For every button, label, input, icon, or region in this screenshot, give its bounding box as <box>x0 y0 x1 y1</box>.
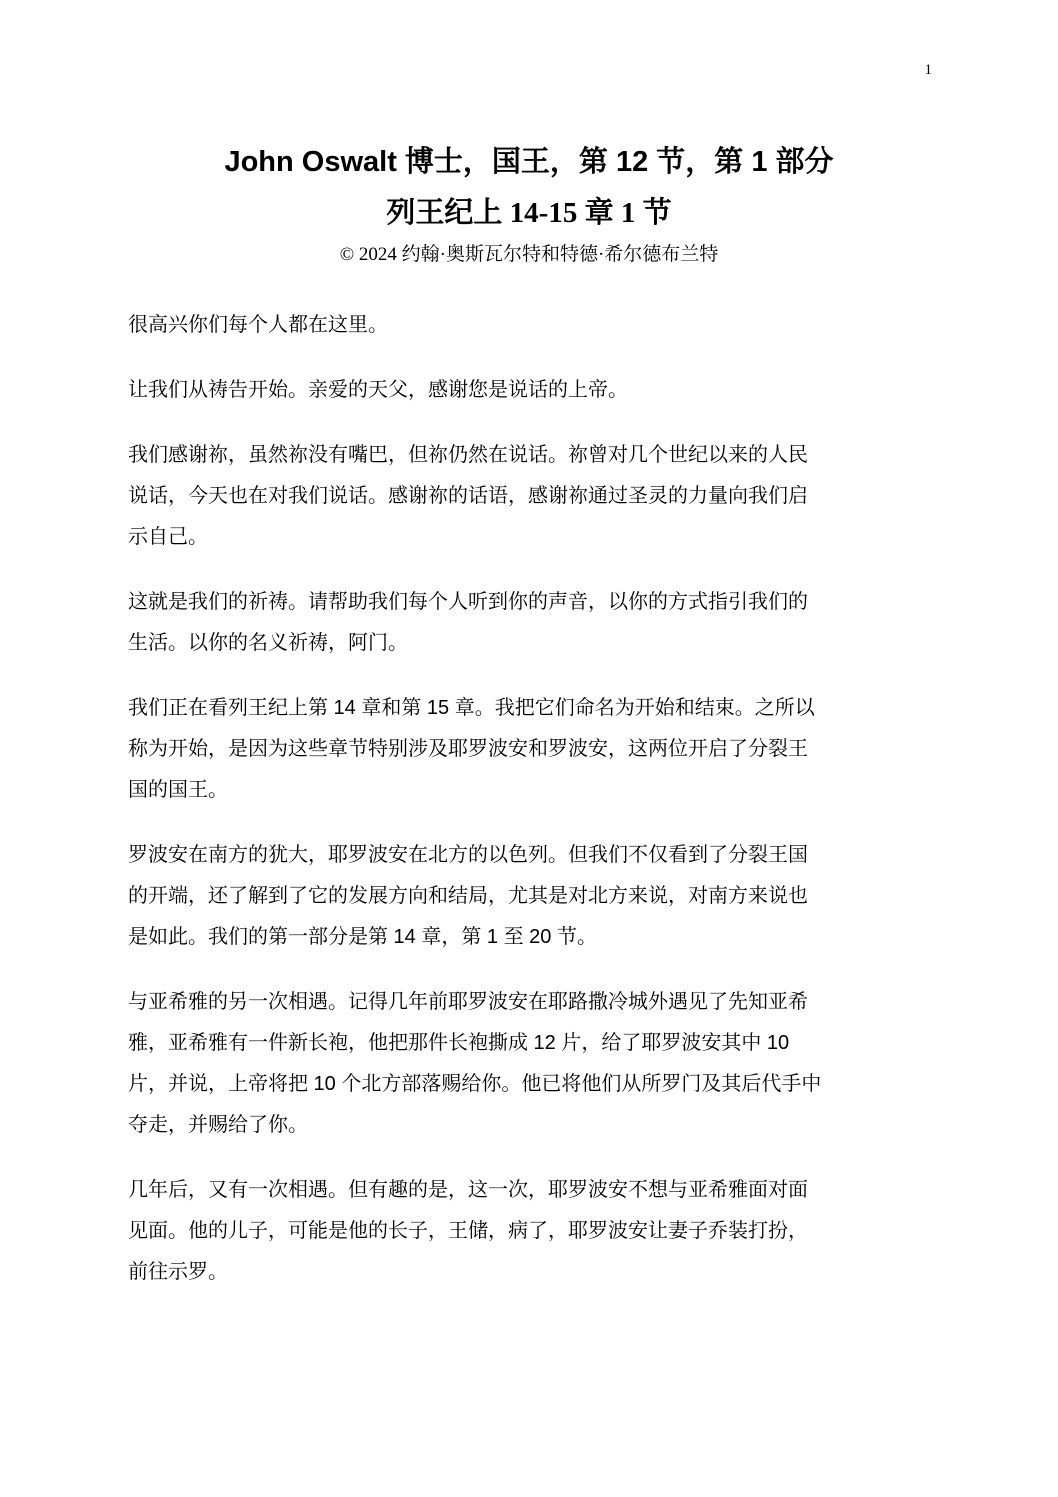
paragraph: 罗波安在南方的犹大，耶罗波安在北方的以色列。但我们不仅看到了分裂王国 的开端，还了解到了它的发展方向和结局，尤其是对北方来说，对南方来说也 是如此。我们的第一部分是第 14 章，第 1 至 20 节。 <box>128 844 808 948</box>
copyright-line: © 2024 约翰·奥斯瓦尔特和特德·希尔德布兰特 <box>339 244 719 265</box>
paragraph: 这就是我们的祈祷。请帮助我们每个人听到你的声音，以你的方式指引我们的 生活。以你的名义祈祷，阿门。 <box>128 591 808 654</box>
page-number: 1 <box>924 62 932 78</box>
paragraph: 几年后，又有一次相遇。但有趣的是，这一次，耶罗波安不想与亚希雅面对面 见面。他的儿子，可能是他的长子，王储，病了，耶罗波安让妻子乔装打扮， 前往示罗。 <box>128 1179 808 1283</box>
paragraph: 让我们从祷告开始。亲爱的天父，感谢您是说话的上帝。 <box>128 379 628 401</box>
paragraph: 与亚希雅的另一次相遇。记得几年前耶罗波安在耶路撒冷城外遇见了先知亚希 雅，亚希雅有一件新长袍，他把那件长袍撕成 12 片，给了耶罗波安其中 10 片，并说，上帝将把 10 个北方部落赐给你。他已将他们从所罗门及其后代手中 夺走，并赐给了你。 <box>128 991 822 1136</box>
paragraph: 我们正在看列王纪上第 14 章和第 15 章。我把它们命名为开始和结束。之所以 称为开始，是因为这些章节特别涉及耶罗波安和罗波安，这两位开启了分裂王 国的国王。 <box>128 697 815 801</box>
document-title: John Oswalt 博士，国王，第 12 节，第 1 部分 <box>224 146 834 178</box>
paragraph: 我们感谢祢，虽然祢没有嘴巴，但祢仍然在说话。祢曾对几个世纪以来的人民 说话，今天也在对我们说话。感谢祢的话语，感谢祢通过圣灵的力量向我们启 示自己。 <box>128 444 808 548</box>
document-subtitle: 列王纪上 14-15 章 1 节 <box>386 197 672 229</box>
paragraph: 很高兴你们每个人都在这里。 <box>128 314 388 336</box>
document-body <box>128 305 928 1317</box>
